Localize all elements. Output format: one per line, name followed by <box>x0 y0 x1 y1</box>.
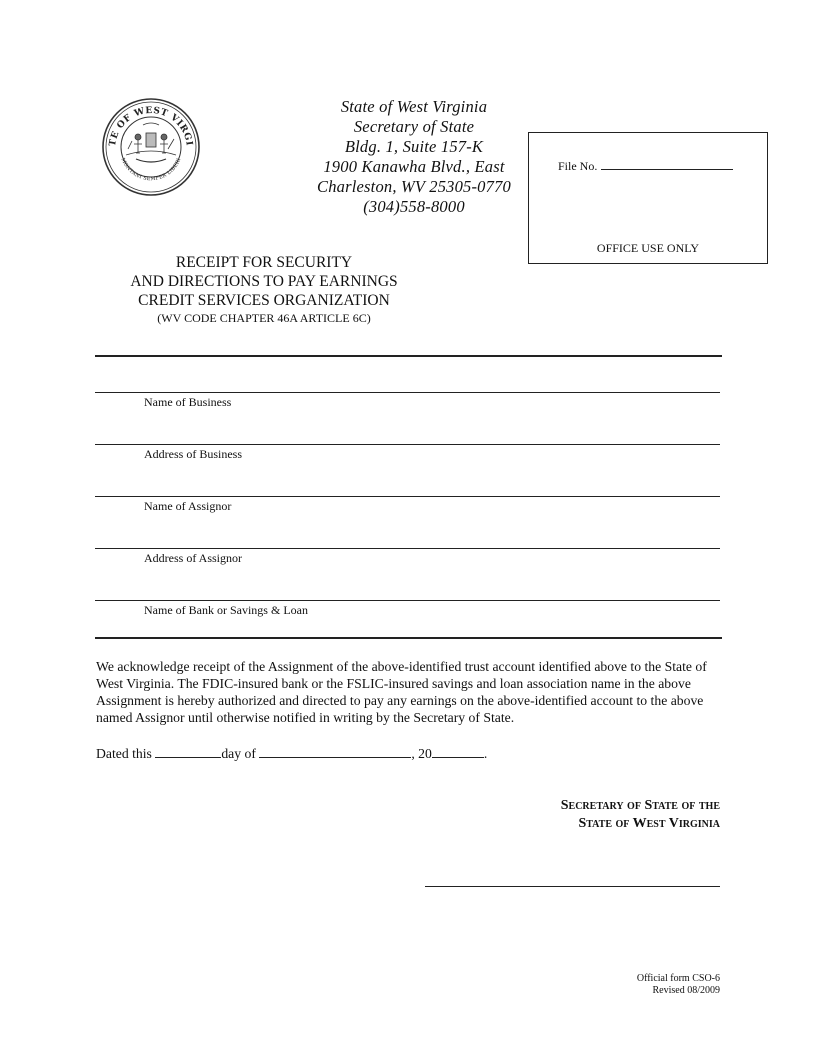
bank-name-label: Name of Bank or Savings & Loan <box>144 603 308 617</box>
day-blank[interactable] <box>155 744 221 758</box>
agency-line-phone: (304)558-8000 <box>363 197 465 216</box>
form-top-rule <box>95 355 722 357</box>
business-address-line[interactable] <box>95 444 720 445</box>
footer-form-number: Official form CSO-6 <box>636 973 720 984</box>
assignor-name-label: Name of Assignor <box>144 499 232 513</box>
seal-ring-text: TE OF WEST VIRGI <box>108 105 194 147</box>
business-name-label: Name of Business <box>144 395 232 409</box>
footer-revised: Revised 08/2009 <box>652 985 720 996</box>
assignor-address-label: Address of Assignor <box>144 551 242 565</box>
office-use-box <box>528 132 768 264</box>
state-seal <box>96 97 206 197</box>
svg-text:MONTANI SEMPER LIBERI <box>120 157 183 182</box>
file-no-blank[interactable] <box>601 159 733 170</box>
dated-line <box>96 744 487 762</box>
title-code: (WV CODE CHAPTER 46A ARTICLE 6C) <box>157 311 371 325</box>
assignor-name-line[interactable] <box>95 496 720 497</box>
signature-title-line-2: State of West Virginia <box>578 816 720 831</box>
title-line-3: CREDIT SERVICES ORGANIZATION <box>138 292 390 309</box>
agency-line-office: Secretary of State <box>353 117 475 136</box>
year-blank[interactable] <box>432 744 484 758</box>
office-use-label: OFFICE USE ONLY <box>596 241 700 255</box>
form-bottom-rule <box>95 637 722 639</box>
dated-year-prefix: , 20 <box>411 746 432 761</box>
signature-title-line-1: Secretary of State of the <box>560 798 720 813</box>
business-address-label: Address of Business <box>144 447 242 461</box>
file-no-label: File No. <box>558 159 598 173</box>
form-title <box>96 253 432 326</box>
acknowledgment-text: We acknowledge receipt of the Assignment of the above-identified trust account identified above to the State of West Virginia. The FDIC-insured bank or the FSLIC-insured savings and loan association name in the above Assignment is hereby authorized and directed to pay any earnings on the above-identified account to the above named Assignor until otherwise notified in writing by the Secretary of State. <box>96 659 707 725</box>
dated-day-of: day of <box>221 746 256 761</box>
agency-line-state: State of West Virginia <box>340 97 488 116</box>
file-no-field[interactable] <box>558 159 733 174</box>
dated-prefix: Dated this <box>96 746 152 761</box>
signature-title <box>440 797 720 833</box>
title-line-2: AND DIRECTIONS TO PAY EARNINGS <box>130 273 398 290</box>
agency-address <box>290 97 538 217</box>
agency-line-street: 1900 Kanawha Blvd., East <box>323 157 505 176</box>
business-name-line[interactable] <box>95 392 720 393</box>
signature-line[interactable] <box>425 886 720 887</box>
title-line-1: RECEIPT FOR SECURITY <box>175 254 353 271</box>
agency-line-city: Charleston, WV 25305-0770 <box>317 177 511 196</box>
month-blank[interactable] <box>259 744 411 758</box>
seal-motto: MONTANI SEMPER LIBERI <box>119 157 183 183</box>
dated-end: . <box>483 746 488 761</box>
bank-name-line[interactable] <box>95 600 720 601</box>
form-footer <box>560 973 720 997</box>
assignor-address-line[interactable] <box>95 548 720 549</box>
agency-line-building: Bldg. 1, Suite 157-K <box>344 137 484 156</box>
